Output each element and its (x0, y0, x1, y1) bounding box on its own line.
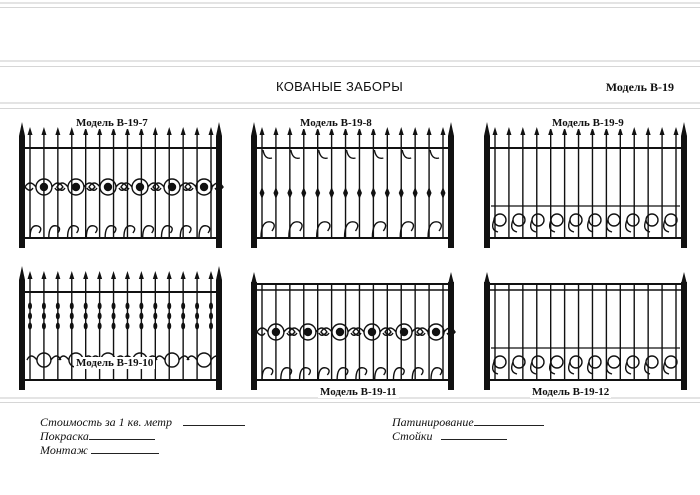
twist-ornament (181, 313, 185, 320)
picket-spear (181, 271, 186, 279)
fence-bars-group (489, 132, 682, 238)
picket-spear (69, 271, 74, 279)
picket-spear (493, 127, 498, 135)
twist-ornament (70, 323, 74, 330)
scroll-ring (608, 356, 620, 368)
fence-post (484, 282, 490, 390)
scroll-ornament (27, 356, 37, 360)
ring-ornament-center (336, 329, 343, 336)
painting-row (40, 429, 155, 444)
bottom-scroll (86, 226, 97, 238)
scroll-ring (589, 214, 601, 226)
diamond-ornament (301, 187, 306, 199)
twist-ornament (42, 313, 46, 320)
fence-model-label: Модель В-19-8 (300, 117, 372, 129)
ring-ornament-center (433, 329, 440, 336)
installation-row (40, 443, 159, 458)
fence-model-label: Модель В-19-11 (320, 386, 397, 398)
scroll-ring (665, 214, 677, 226)
ring-ornament-center (368, 329, 375, 336)
twist-ornament (112, 303, 116, 310)
picket-spear (427, 127, 432, 135)
bottom-scroll (105, 226, 116, 238)
top-scroll (374, 150, 383, 158)
footer-border-2 (0, 402, 700, 403)
ring-ornament-center (401, 329, 408, 336)
picket-spear (273, 127, 278, 135)
picket-spear (287, 127, 292, 135)
fence-post (681, 282, 687, 390)
twist-ornament (181, 323, 185, 330)
fence-model-label: Модель В-19-7 (76, 117, 148, 129)
price-label: Стоимость за 1 кв. метр (40, 415, 172, 429)
scroll-ring (627, 214, 639, 226)
diamond-ornament (441, 187, 446, 199)
painting-label: Покраска (40, 429, 89, 443)
twist-ornament (56, 303, 60, 310)
picket-spear (41, 271, 46, 279)
picket-spear (646, 127, 651, 135)
post-finial-ball (20, 276, 25, 281)
twist-ornament (139, 303, 143, 310)
twist-ornament (195, 313, 199, 320)
fence-drawing (18, 118, 223, 248)
picket-spear (632, 127, 637, 135)
picket-spear (660, 127, 665, 135)
picket-spear (195, 127, 200, 135)
scroll-ring (570, 214, 582, 226)
bottom-scroll (318, 368, 329, 380)
patina-row (392, 415, 544, 430)
twist-ornament (153, 303, 157, 310)
twist-ornament (98, 323, 102, 330)
bottom-scroll (337, 368, 348, 380)
picket-spear (195, 271, 200, 279)
twist-ornament (195, 303, 199, 310)
post-finial (449, 272, 454, 282)
picket-spear (28, 271, 33, 279)
diamond-ornament (329, 187, 334, 199)
picket-spear (167, 127, 172, 135)
bottom-scroll (372, 222, 385, 238)
ring-ornament-center (72, 184, 79, 191)
picket-spear (534, 127, 539, 135)
twist-ornament (181, 303, 185, 310)
picket-spear (97, 271, 102, 279)
fence-post (448, 282, 454, 390)
scroll-ring (589, 356, 601, 368)
twist-ornament (125, 313, 129, 320)
posts-label: Стойки (392, 429, 433, 443)
picket-spear (181, 127, 186, 135)
bottom-scroll (428, 222, 441, 238)
picket-spear (139, 271, 144, 279)
picket-spear (111, 271, 116, 279)
fence-bars-group (489, 284, 682, 380)
post-finial (252, 272, 257, 282)
scroll-ring (551, 214, 563, 226)
bottom-scroll (300, 368, 311, 380)
bottom-scroll (356, 368, 367, 380)
ring-ornament (197, 353, 211, 367)
picket-spear (441, 127, 446, 135)
bottom-scroll (262, 368, 273, 380)
posts-blank[interactable] (441, 429, 507, 440)
bottom-scroll (345, 222, 358, 238)
twist-ornament (153, 323, 157, 330)
picket-spear (55, 127, 60, 135)
twist-ornament (84, 323, 88, 330)
twist-ornament (125, 323, 129, 330)
installation-blank[interactable] (91, 443, 159, 454)
twist-ornament (167, 303, 171, 310)
post-finial (682, 272, 687, 282)
top-scroll (402, 150, 411, 158)
fence-post (19, 280, 25, 390)
fence-model-label: Модель В-19-10 (76, 357, 154, 369)
bottom-scroll (375, 368, 386, 380)
picket-spear (167, 271, 172, 279)
scroll-ring (608, 214, 620, 226)
twist-ornament (28, 313, 32, 320)
fence-drawing (483, 118, 688, 248)
bottom-scroll (400, 222, 413, 238)
post-finial-ball (449, 132, 454, 137)
scroll-ring (532, 356, 544, 368)
post-finial-ball (20, 132, 25, 137)
diamond-ornament (343, 187, 348, 199)
bottom-scroll (30, 226, 41, 238)
ring-ornament-center (201, 184, 208, 191)
bottom-scroll (199, 226, 210, 238)
picket-spear (674, 127, 679, 135)
scroll-ring (570, 356, 582, 368)
twist-ornament (98, 303, 102, 310)
fence-post (251, 282, 257, 390)
picket-spear (385, 127, 390, 135)
twist-ornament (28, 303, 32, 310)
twist-ornament (125, 303, 129, 310)
fence-post (251, 136, 257, 248)
ring-ornament-center (272, 329, 279, 336)
diamond-ornament (399, 187, 404, 199)
picket-spear (506, 127, 511, 135)
picket-spear (399, 127, 404, 135)
price-row (40, 415, 245, 430)
bottom-scroll (180, 226, 191, 238)
ring-ornament-center (104, 184, 111, 191)
header-border-top-2 (0, 66, 700, 67)
bottom-scroll (393, 368, 404, 380)
twist-ornament (167, 323, 171, 330)
scroll-ring (665, 356, 677, 368)
twist-ornament (112, 313, 116, 320)
fence-bars-group (24, 132, 223, 238)
diamond-ornament (385, 187, 390, 199)
bottom-scroll (289, 222, 302, 238)
posts-row (392, 429, 507, 444)
bottom-scroll (317, 222, 330, 238)
fence-drawing (250, 262, 455, 390)
patina-blank[interactable] (474, 415, 544, 426)
top-scroll (430, 150, 439, 158)
twist-ornament (84, 313, 88, 320)
fence-post (681, 136, 687, 248)
twist-ornament (70, 313, 74, 320)
diamond-ornament (371, 187, 376, 199)
picket-spear (41, 127, 46, 135)
bottom-scroll (412, 368, 423, 380)
picket-spear (260, 127, 265, 135)
twist-ornament (42, 323, 46, 330)
twist-ornament (84, 303, 88, 310)
top-scroll (291, 150, 300, 158)
fence-model-label: Модель В-19-12 (532, 386, 610, 398)
picket-spear (55, 271, 60, 279)
ring-ornament-center (136, 184, 143, 191)
twist-ornament (98, 313, 102, 320)
top-scroll (319, 150, 328, 158)
header-border-top-1 (0, 60, 700, 62)
fence-model-label: Модель В-19-9 (552, 117, 624, 129)
twist-ornament (209, 313, 213, 320)
ring-ornament-center (169, 184, 176, 191)
diamond-ornament (413, 187, 418, 199)
bottom-scroll (431, 368, 442, 380)
twist-ornament (112, 323, 116, 330)
fence-drawing (483, 262, 688, 390)
ring-ornament-center (40, 184, 47, 191)
patina-label: Патинирование (392, 415, 474, 429)
fence-post (216, 280, 222, 390)
picket-spear (209, 127, 214, 135)
ring-ornament (165, 353, 179, 367)
picket-spear (153, 271, 158, 279)
twist-ornament (139, 323, 143, 330)
scroll-ring (532, 214, 544, 226)
post-finial (485, 272, 490, 282)
fence-post (484, 136, 490, 248)
fence-drawing (18, 262, 223, 390)
twist-ornament (195, 323, 199, 330)
diamond-ornament (273, 187, 278, 199)
fence-post (19, 136, 25, 248)
installation-label: Монтаж (40, 443, 88, 457)
diamond-ornament (357, 187, 362, 199)
top-scroll (347, 150, 356, 158)
header-border-bottom-2 (0, 108, 700, 109)
twist-ornament (56, 323, 60, 330)
bottom-scroll (261, 222, 274, 238)
bottom-scroll (143, 226, 154, 238)
post-finial-ball (252, 132, 257, 137)
diamond-ornament (427, 187, 432, 199)
picket-spear (28, 127, 33, 135)
twist-ornament (56, 313, 60, 320)
top-scroll (263, 150, 272, 158)
twist-ornament (28, 323, 32, 330)
top-border-2 (0, 7, 700, 8)
painting-blank[interactable] (89, 429, 155, 440)
picket-spear (413, 127, 418, 135)
price-blank[interactable] (183, 415, 245, 426)
picket-spear (209, 271, 214, 279)
twist-ornament (139, 313, 143, 320)
scroll-ring (494, 214, 506, 226)
twist-ornament (42, 303, 46, 310)
post-finial-ball (682, 132, 687, 137)
bottom-scroll (124, 226, 135, 238)
fence-post (216, 136, 222, 248)
picket-spear (83, 271, 88, 279)
diamond-ornament (260, 187, 265, 199)
post-finial-ball (217, 132, 222, 137)
twist-ornament (209, 323, 213, 330)
twist-ornament (153, 313, 157, 320)
picket-spear (125, 271, 130, 279)
post-finial-ball (217, 276, 222, 281)
fence-drawing (250, 118, 455, 248)
post-finial-ball (485, 132, 490, 137)
scroll-ring (627, 356, 639, 368)
twist-ornament (70, 303, 74, 310)
fence-post (448, 136, 454, 248)
twist-ornament (167, 313, 171, 320)
picket-spear (153, 127, 158, 135)
model-series-label: Модель В-19 (605, 80, 674, 94)
picket-spear (520, 127, 525, 135)
header-border-bottom-1 (0, 102, 700, 104)
diamond-ornament (287, 187, 292, 199)
scroll-ring (494, 356, 506, 368)
scroll-ring (551, 356, 563, 368)
bottom-scroll (161, 226, 172, 238)
fence-bars-group (256, 284, 455, 380)
page-title: КОВАНЫЕ ЗАБОРЫ (276, 79, 404, 94)
fence-bars-group (256, 132, 449, 238)
diamond-ornament (315, 187, 320, 199)
top-border-1 (0, 2, 700, 4)
bottom-scroll (68, 226, 79, 238)
ring-ornament-center (304, 329, 311, 336)
twist-ornament (209, 303, 213, 310)
